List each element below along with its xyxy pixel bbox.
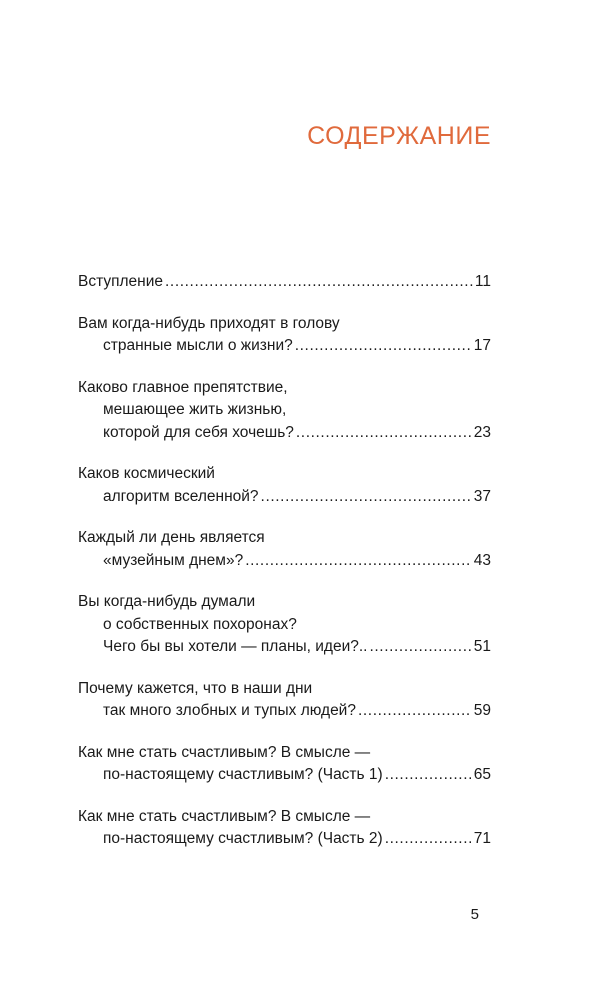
- dot-leader: [385, 828, 472, 851]
- toc-entry[interactable]: [78, 678, 491, 723]
- page-number: 5: [470, 906, 479, 923]
- page-title: СОДЕРЖАНИЕ: [307, 122, 491, 150]
- toc-entry-title: Почему кажется, что в наши дни: [78, 679, 313, 697]
- toc-entry[interactable]: [78, 806, 491, 851]
- table-of-contents: [78, 271, 491, 870]
- toc-entry-title: Как мне стать счастливым? В смысле —: [78, 743, 371, 761]
- dot-leader: [245, 550, 472, 573]
- toc-entry-title: Каково главное препятствие,: [78, 378, 288, 396]
- dot-leader: [295, 335, 472, 358]
- toc-entry[interactable]: [78, 742, 491, 787]
- toc-entry-title: странные мысли о жизни?: [103, 337, 293, 354]
- toc-entry-title: Вам когда-нибудь приходят в голову: [78, 314, 340, 332]
- toc-entry[interactable]: [78, 313, 491, 358]
- toc-entry-title: которой для себя хочешь?: [103, 423, 294, 441]
- toc-entry[interactable]: [78, 463, 491, 508]
- toc-page-number: 43: [473, 551, 491, 569]
- toc-entry-title: «музейным днем»?: [103, 551, 244, 569]
- toc-page-number: 23: [473, 423, 491, 441]
- toc-entry-title: по-настоящему счастливым? (Часть 2): [103, 830, 383, 847]
- toc-page-number: 37: [473, 487, 491, 505]
- toc-page-number: 17: [473, 337, 491, 354]
- toc-entry-title: по-настоящему счастливым? (Часть 1): [103, 766, 383, 783]
- toc-entry[interactable]: [78, 271, 491, 294]
- dot-leader: [261, 486, 472, 509]
- dot-leader: [165, 271, 473, 294]
- toc-page-number: 65: [473, 766, 491, 783]
- toc-entry-title: о собственных похоронах?: [103, 615, 297, 633]
- toc-entry-title: алгоритм вселенной?: [103, 487, 259, 505]
- dot-leader: [385, 764, 472, 787]
- toc-entry[interactable]: [78, 527, 491, 572]
- toc-page-number: 59: [473, 702, 491, 719]
- toc-page-number: 71: [473, 830, 491, 847]
- toc-entry-title: мешающее жить жизнью,: [103, 401, 287, 418]
- toc-entry[interactable]: [78, 377, 491, 445]
- toc-entry-title: Вступление: [78, 273, 164, 290]
- toc-entry-title: так много злобных и тупых людей?: [103, 702, 356, 719]
- toc-entry-title: Вы когда-нибудь думали: [78, 593, 256, 610]
- toc-page-number: 51: [473, 638, 491, 655]
- dot-leader: [369, 636, 471, 659]
- dot-leader: [358, 700, 472, 723]
- dot-leader: [296, 422, 472, 445]
- toc-page-number: 11: [474, 273, 491, 290]
- toc-entry[interactable]: [78, 591, 491, 659]
- toc-entry-title: Чего бы вы хотели — планы, идеи?..: [103, 638, 368, 655]
- toc-entry-title: Как мне стать счастливым? В смысле —: [78, 807, 371, 825]
- toc-entry-title: Каков космический: [78, 465, 215, 482]
- toc-entry-title: Каждый ли день является: [78, 529, 265, 546]
